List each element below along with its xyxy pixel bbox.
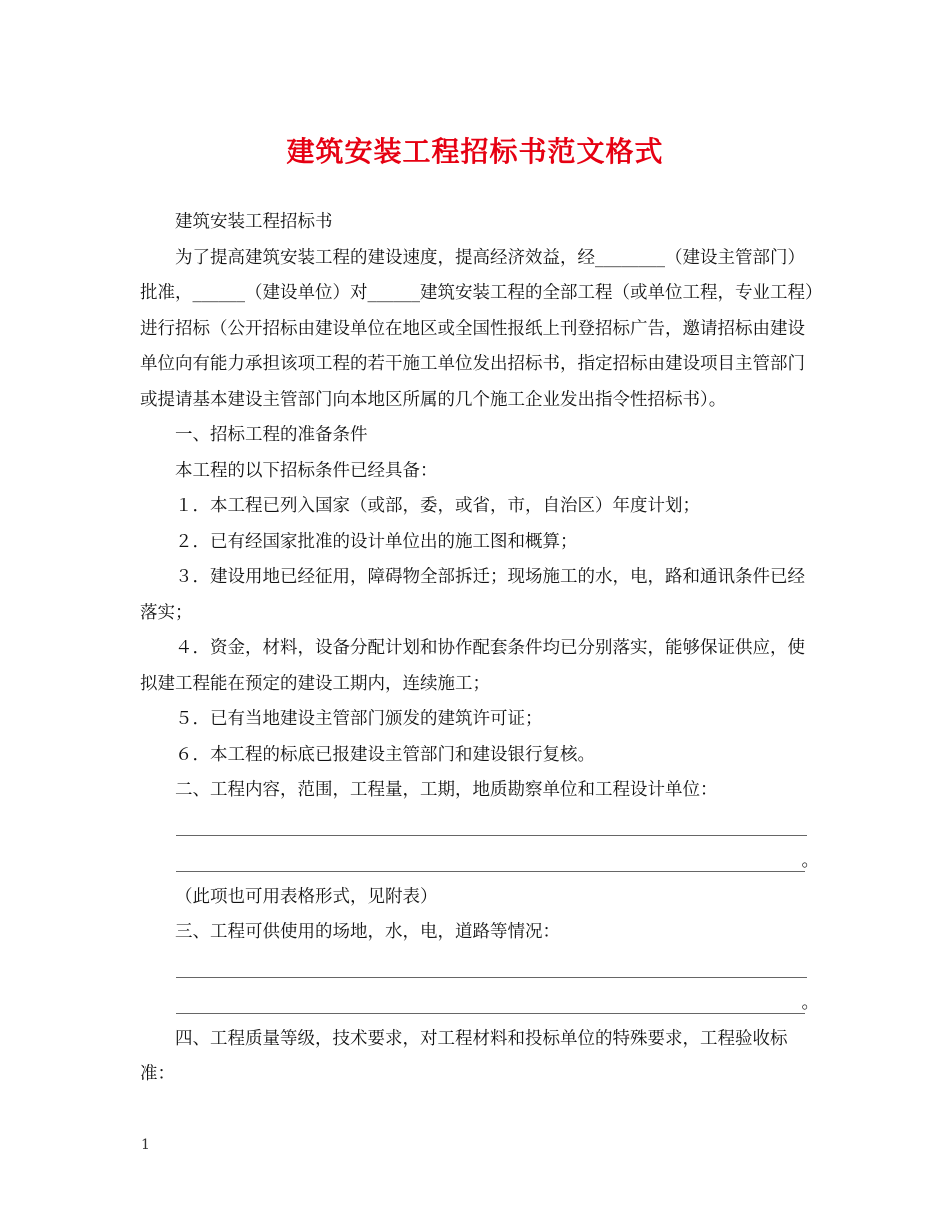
fill-in-line [176,844,819,880]
section-2-note: （此项也可用表格形式，见附表） [175,886,438,907]
condition-item-6: ６．本工程的标底已报建设主管部门和建设银行复核。 [175,744,595,765]
underline [176,977,807,978]
paragraph-intro: 为了提高建筑安装工程的建设速度，提高经济效益，经________（建设主管部门）批准，______（建设单位）对______建筑安装工程的全部工程（或单位工程，专业工程）进行招标（公开招标由建设单位在地区或全国性报纸上刊登招标广告，邀请招标由建设单位向有能力承担该项工程的若干施工单位发出招标书，指定招标由建设项目主管部门或提请基本建设主管部门向本地区所属的几个施工企业发出指令性招标书）。 [140,247,814,410]
paragraph-heading: 建筑安装工程招标书 [175,212,333,232]
section-2-heading: 二、工程内容，范围，工程量，工期，地质勘察单位和工程设计单位： [175,780,718,800]
line-end-mark: 。 [801,993,819,1013]
condition-item-4: ４．资金，材料，设备分配计划和协作配套条件均已分别落实，能够保证供应，使拟建工程能在预定的建设工期内，连续施工； [140,638,805,694]
fill-in-line [176,986,819,1022]
section-1-heading: 一、招标工程的准备条件 [175,425,368,445]
condition-item-2: ２．已有经国家批准的设计单位出的施工图和概算； [175,531,578,552]
section-1-lead: 本工程的以下招标条件已经具备： [175,460,438,481]
underline [176,1013,805,1014]
section-4-heading: 四、工程质量等级，技术要求，对工程材料和投标单位的特殊要求，工程验收标准： [140,1028,788,1084]
condition-item-5: ５．已有当地建设主管部门颁发的建筑许可证； [175,709,543,729]
line-end-mark: 。 [801,851,819,871]
underline [176,835,807,836]
condition-item-3: ３．建设用地已经征用，障碍物全部拆迁；现场施工的水，电，路和通讯条件已经落实； [140,567,805,623]
fill-in-line [176,951,815,987]
document-title: 建筑安装工程招标书范文格式 [286,135,664,168]
fill-in-line [176,809,815,845]
page-number: 1 [141,1137,150,1153]
condition-item-1: １．本工程已列入国家（或部，委，或省，市，自治区）年度计划； [175,496,700,516]
underline [176,871,805,872]
document-body [140,205,819,1093]
section-3-heading: 三、工程可供使用的场地，水，电，道路等情况： [175,922,560,942]
